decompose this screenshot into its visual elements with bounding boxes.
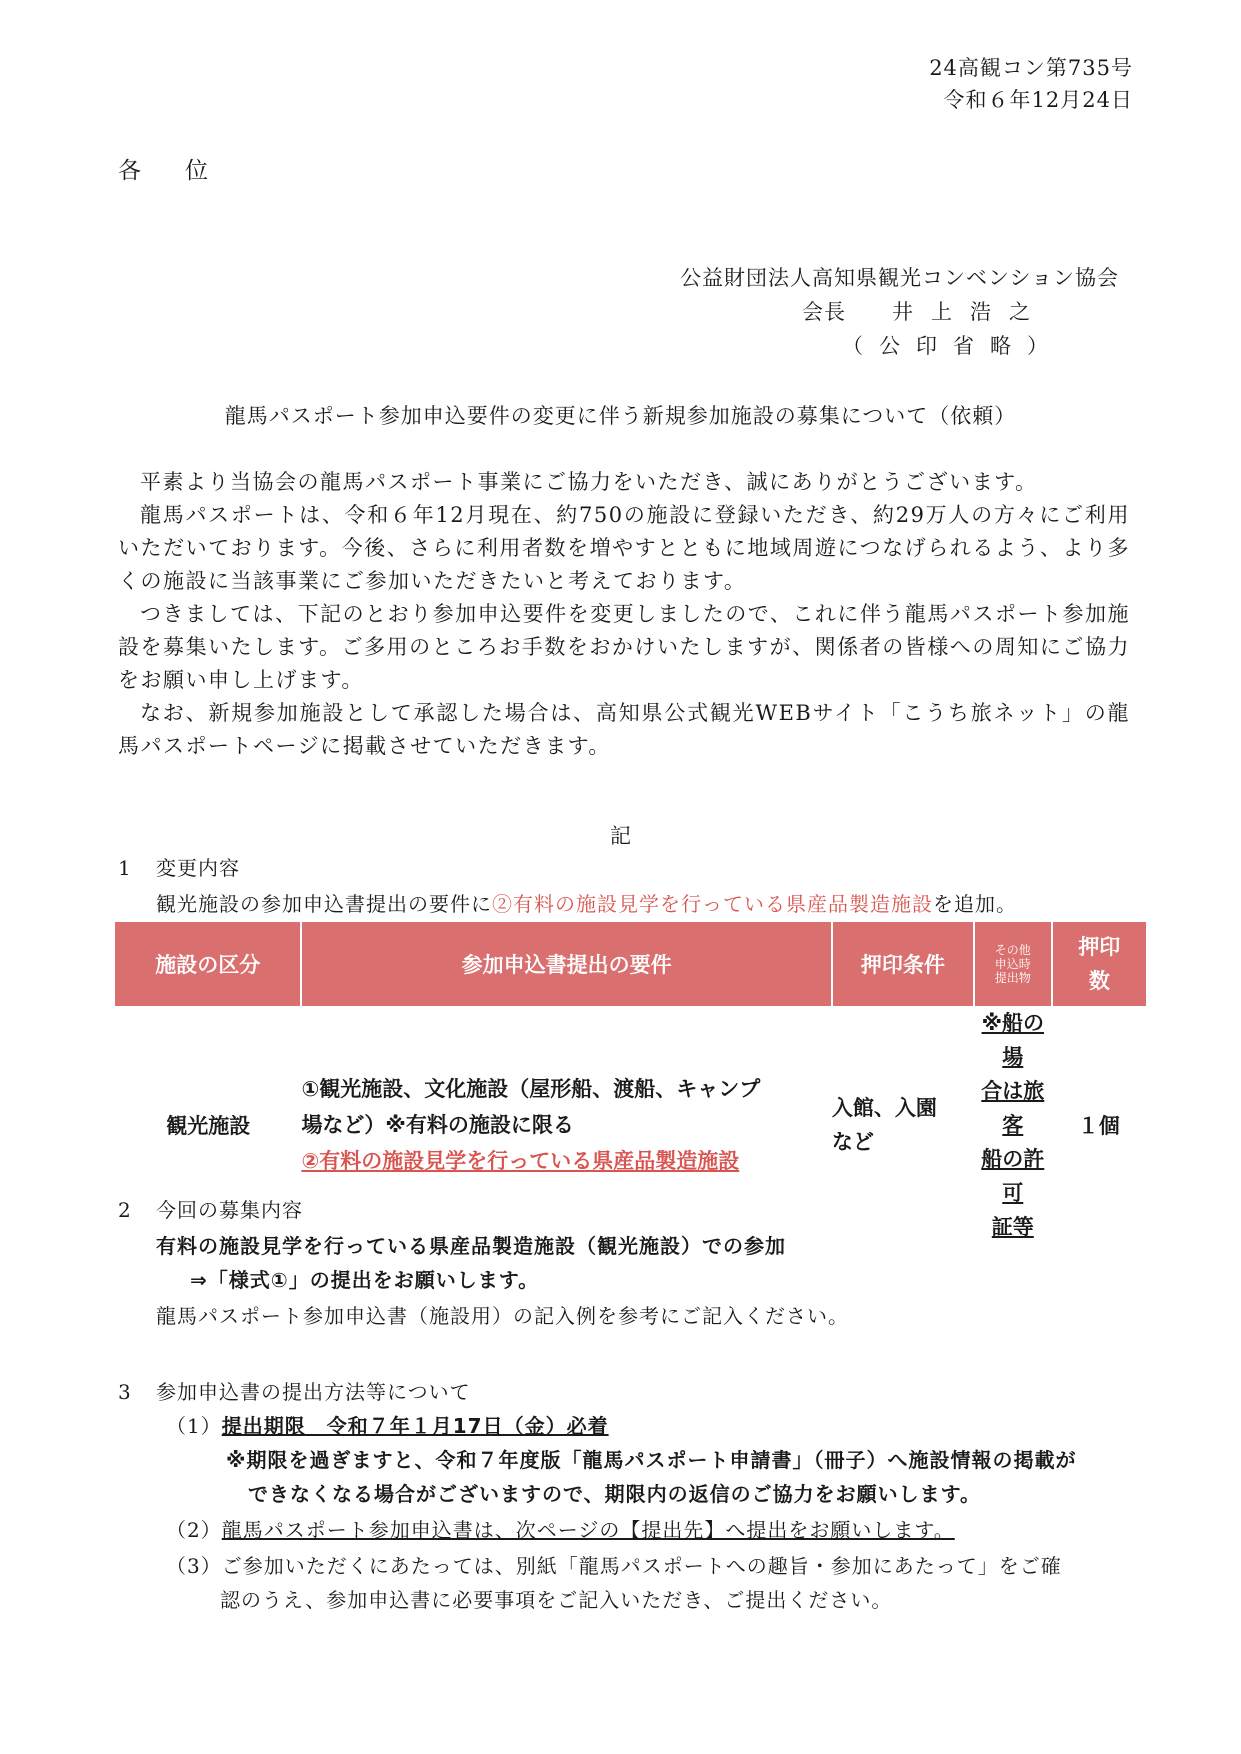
section-1-pre: 観光施設の参加申込書提出の要件に	[156, 892, 492, 916]
section-2-bold-1: 有料の施設見学を行っている県産品製造施設（観光施設）での参加	[156, 1234, 786, 1258]
body-text	[118, 466, 1130, 763]
requirement-1a: ①観光施設、文化施設（屋形船、渡船、キャンプ	[301, 1077, 761, 1101]
item-2-text: 龍馬パスポート参加申込書は、次ページの【提出先】へ提出をお願いします。	[221, 1518, 955, 1542]
section-1-title: 変更内容	[156, 856, 240, 880]
header-other-1: その他	[994, 943, 1031, 957]
item-1-text: 提出期限 令和７年１月17日（金）必着	[221, 1414, 609, 1438]
section-3-number: 3	[118, 1380, 132, 1404]
cell-oin	[832, 1006, 974, 1244]
header-count	[1052, 922, 1146, 1006]
item-3-label: （3）	[166, 1554, 222, 1578]
cell-count: １個	[1077, 1114, 1120, 1138]
body-paragraph-2: 龍馬パスポートは、令和６年12月現在、約750の施設に登録いただき、約29万人の方々にご利用いただいております。今後、さらに利用者数を増やすとともに地域周遊につなげられるよう、より多くの施設に当該事業にご参加いただきたいと考えております。	[118, 503, 1130, 593]
section-2-bold-2: ⇒「様式①」の提出をお願いします。	[190, 1268, 540, 1292]
sender-org: 公益財団法人高知県観光コンベンション協会	[680, 266, 1120, 290]
header-yoken: 参加申込書提出の要件	[301, 922, 831, 1006]
sender-role-line	[680, 296, 1119, 330]
section-2-number: 2	[118, 1198, 132, 1222]
document-date: 令和６年12月24日	[943, 88, 1133, 112]
other-c: 船の許可	[981, 1147, 1045, 1205]
other-a: ※船の場	[981, 1011, 1044, 1069]
cell-kubun: 観光施設	[166, 1114, 251, 1138]
section-1-number: 1	[118, 856, 132, 880]
header-count-2: 数	[1088, 969, 1110, 993]
section-2-title: 今回の募集内容	[156, 1198, 303, 1222]
header-other-2: 申込時	[994, 957, 1031, 971]
requirement-2	[301, 1143, 831, 1179]
header-other-3: 提出物	[994, 971, 1031, 985]
section-1-text	[156, 888, 1017, 917]
sender-role: 会長	[802, 300, 846, 324]
header-oin: 押印条件	[832, 922, 974, 1006]
sender-name: 井上浩之	[892, 300, 1048, 324]
requirement-2-text: ②有料の施設見学を行っている県産品製造施設	[301, 1149, 740, 1173]
cell-yoken	[301, 1006, 831, 1244]
requirement-1b: 場など）※有料の施設に限る	[301, 1113, 574, 1137]
section-3-item-2	[166, 1514, 955, 1543]
section-3-item-1	[166, 1410, 609, 1439]
ki-heading: 記	[610, 824, 631, 848]
body-paragraph-4: なお、新規参加施設として承認した場合は、高知県公式観光WEBサイト「こうち旅ネット」の龍馬パスポートページに掲載させていただきます。	[118, 701, 1130, 758]
body-paragraph-1: 平素より当協会の龍馬パスポート事業にご協力をいただき、誠にありがとうございます。	[140, 470, 1038, 494]
section-3-item-3	[166, 1550, 1062, 1579]
section-1-highlight: ②有料の施設見学を行っている県産品製造施設	[492, 892, 933, 916]
item-3-text-2: 認のうえ、参加申込書に必要事項をご記入いただき、ご提出ください。	[220, 1588, 893, 1612]
header-count-1: 押印	[1078, 935, 1121, 959]
cell-other	[974, 1006, 1052, 1244]
sender-block	[680, 262, 1119, 364]
item-1-note-1: ※期限を過ぎますと、令和７年度版「龍馬パスポート申請書」（冊子）へ施設情報の掲載が	[226, 1448, 1077, 1472]
section-1-post: を追加。	[933, 892, 1017, 916]
oin-a: 入館、入園	[831, 1096, 937, 1120]
section-2-note: 龍馬パスポート参加申込書（施設用）の記入例を参考にご記入ください。	[156, 1304, 849, 1328]
document-number: 24高観コン第735号	[929, 56, 1133, 80]
header-other	[974, 922, 1052, 1006]
section-1-heading	[118, 852, 240, 881]
table-header-row	[115, 922, 1146, 1006]
item-2-label: （2）	[166, 1518, 222, 1542]
item-1-note-2: できなくなる場合がございますので、期限内の返信のご協力をお願いします。	[248, 1482, 981, 1506]
seal-note: （公印省略）	[842, 334, 1064, 358]
body-paragraph-3: つきましては、下記のとおり参加申込要件を変更しましたので、これに伴う龍馬パスポート参加施設を募集いたします。ご多用のところお手数をおかけいたしますが、関係者の皆様への周知にご協力をお願い申し上げます。	[118, 602, 1130, 692]
header-kubun: 施設の区分	[115, 922, 301, 1006]
document-title: 龍馬パスポート参加申込要件の変更に伴う新規参加施設の募集について（依頼）	[224, 404, 1017, 428]
addressee: 各位	[118, 158, 252, 184]
section-3-title: 参加申込書の提出方法等について	[156, 1380, 471, 1404]
item-1-label: （1）	[166, 1414, 222, 1438]
oin-b: など	[831, 1130, 874, 1154]
other-d: 証等	[991, 1215, 1034, 1239]
section-2-heading	[118, 1194, 303, 1223]
item-3-text: ご参加いただくにあたっては、別紙「龍馬パスポートへの趣旨・参加にあたって」をご確	[221, 1554, 1062, 1578]
section-3-heading	[118, 1376, 471, 1405]
other-b: 合は旅客	[981, 1079, 1045, 1137]
